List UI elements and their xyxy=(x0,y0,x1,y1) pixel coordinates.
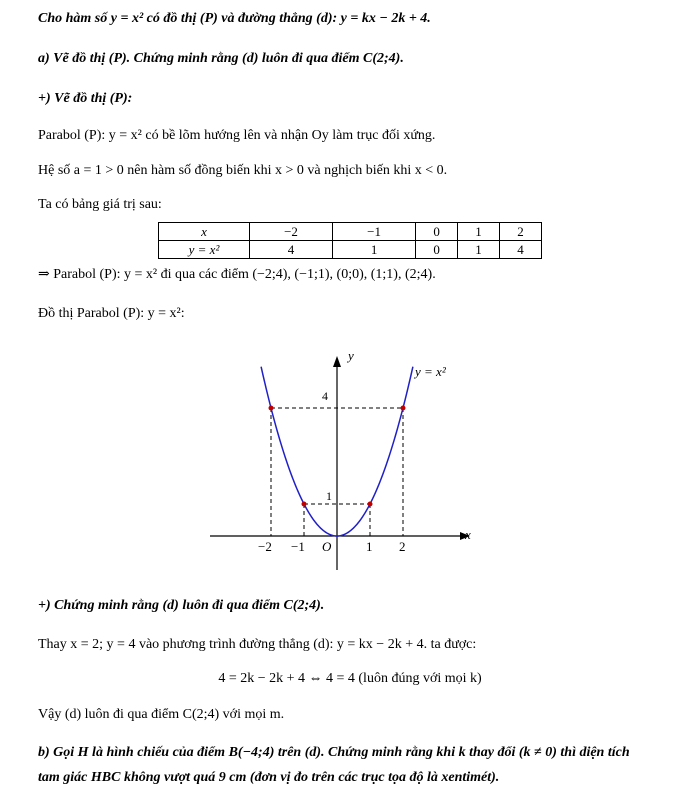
x-axis-label: x xyxy=(465,527,471,542)
curve-label: y = x² xyxy=(415,364,446,379)
conclusion-text: Vậy (d) luôn đi qua điểm C(2;4) với mọi m. xyxy=(38,707,285,722)
substitution-text: Thay x = 2; y = 4 vào phương trình đường thẳng (d): y = kx − 2k + 4. ta được: xyxy=(38,637,477,652)
table-cell: 0 xyxy=(416,223,458,241)
value-table xyxy=(158,222,542,259)
problem-intro: Cho hàm số y = x² có đồ thị (P) và đường thẳng (d): y = kx − 2k + 4. xyxy=(38,11,431,26)
part-b-heading: b) Gọi H là hình chiếu của điểm B(−4;4) trên (d). Chứng minh rằng khi k thay đổi (k ≠ 0) thì diện tích xyxy=(38,745,630,760)
origin-label: O xyxy=(322,539,332,554)
parabola-description: Parabol (P): y = x² có bề lõm hướng lên và nhận Oy làm trục đối xứng. xyxy=(38,128,436,143)
table-intro: Ta có bảng giá trị sau: xyxy=(38,197,162,212)
table-cell: 2 xyxy=(500,223,542,241)
sub-heading-draw: +) Vẽ đồ thị (P): xyxy=(38,91,133,106)
table-row-y xyxy=(159,241,542,259)
sub-heading-prove: +) Chứng minh rằng (d) luôn đi qua điểm C(2;4). xyxy=(38,598,325,613)
point-neg1-1 xyxy=(302,502,307,507)
equation: 4 = 2k − 2k + 4 ⇔ 4 = 4 (luôn đúng với mọi k) xyxy=(218,671,482,686)
graph-title: Đồ thị Parabol (P): y = x²: xyxy=(38,306,185,321)
y-axis-label: y xyxy=(348,348,354,363)
x-tick-2: 2 xyxy=(399,539,406,554)
part-b-continuation: tam giác HBC không vượt quá 9 cm (đơn vị đo trên các trục tọa độ là xentimét). xyxy=(38,770,500,785)
table-cell: 4 xyxy=(500,241,542,259)
table-header-y: y = x² xyxy=(159,241,250,259)
y-tick-4: 4 xyxy=(322,389,328,403)
x-tick-neg2: −2 xyxy=(258,539,272,554)
table-cell: −1 xyxy=(333,223,416,241)
parabola-graph xyxy=(205,340,475,570)
x-tick-1: 1 xyxy=(366,539,373,554)
point-1-1 xyxy=(368,502,373,507)
y-axis-arrow-icon xyxy=(333,356,341,367)
point-neg2-4 xyxy=(269,406,274,411)
table-cell: 0 xyxy=(416,241,458,259)
point-2-4 xyxy=(401,406,406,411)
coefficient-description: Hệ số a = 1 > 0 nên hàm số đồng biến khi x > 0 và nghịch biến khi x < 0. xyxy=(38,163,448,178)
table-cell: 1 xyxy=(458,223,500,241)
table-cell: 4 xyxy=(250,241,333,259)
y-tick-1: 1 xyxy=(326,489,332,503)
table-header-x: x xyxy=(159,223,250,241)
part-a-heading: a) Vẽ đồ thị (P). Chứng minh rằng (d) luôn đi qua điểm C(2;4). xyxy=(38,51,404,66)
table-row-x xyxy=(159,223,542,241)
table-cell: −2 xyxy=(250,223,333,241)
points-statement: ⇒ Parabol (P): y = x² đi qua các điểm (−2;4), (−1;1), (0;0), (1;1), (2;4). xyxy=(38,267,436,282)
table-cell: 1 xyxy=(333,241,416,259)
x-tick-neg1: −1 xyxy=(291,539,305,554)
table-cell: 1 xyxy=(458,241,500,259)
